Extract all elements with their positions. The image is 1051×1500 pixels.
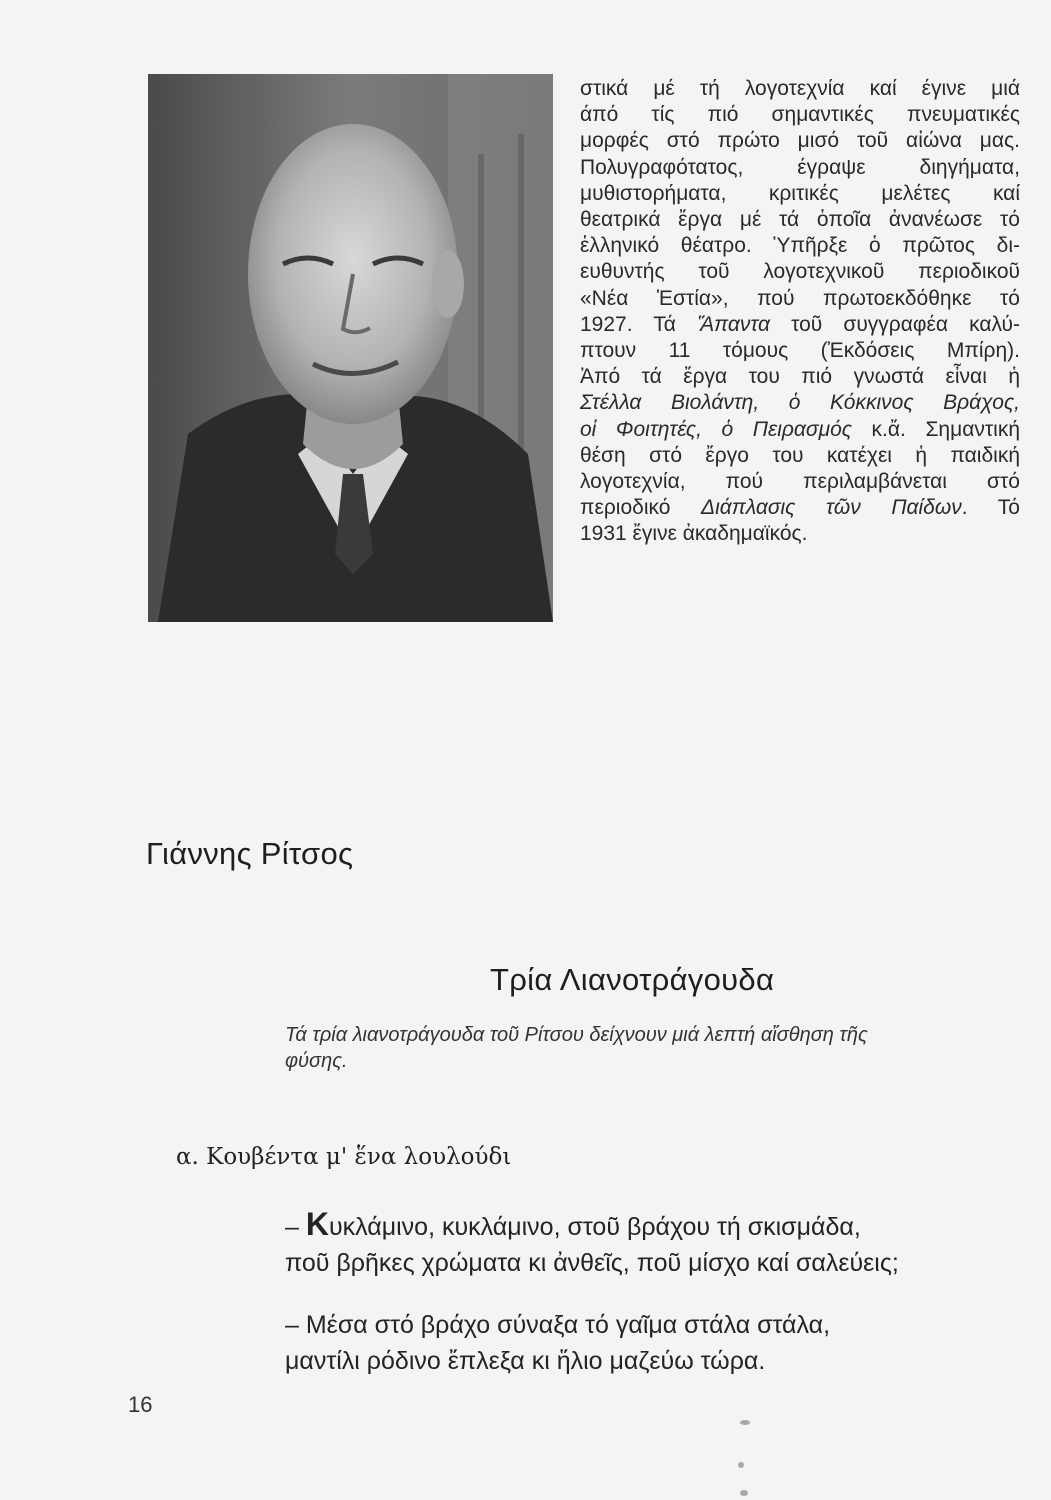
dialogue-dash: – <box>285 1213 306 1241</box>
bio-text: τοῦ συγγραφέα καλύ- <box>769 312 1020 336</box>
bio-line <box>580 390 1020 416</box>
bio-text: άπό τίς πιό σημαντικές πνευματικές <box>580 103 1020 127</box>
stanza <box>285 1206 1005 1281</box>
bio-text: λογοτεχνία, πού περιλαμβάνεται στό <box>580 470 1020 494</box>
bio-line <box>580 521 1020 547</box>
stanza <box>285 1307 1005 1379</box>
bio-line <box>580 443 1020 469</box>
verse-text: – Μέσα στό βράχο σύναξα τό γαῖμα στάλα στάλα, <box>285 1311 831 1339</box>
author-name: Γιάννης Ρίτσος <box>146 836 354 871</box>
page-number: 16 <box>128 1392 153 1417</box>
bio-text: ἑλληνικό θέατρο. Ὑπῆρξε ὁ πρῶτος δι- <box>580 234 1020 258</box>
bio-line <box>580 469 1020 495</box>
poem-verses <box>285 1206 1005 1405</box>
bio-text: . Τό <box>961 496 1020 520</box>
ink-speck <box>740 1420 750 1425</box>
verse-line <box>285 1307 1005 1343</box>
verse-line <box>285 1245 1005 1281</box>
verse-line <box>285 1206 1005 1245</box>
bio-text: ευθυντής τοῦ λογοτεχνικοῦ περιοδικοῦ <box>580 260 1020 284</box>
bio-text: 1927. Τά <box>580 312 698 336</box>
bio-text: κ.ἄ. Σημαντική <box>851 417 1020 441</box>
bio-text: θεατρικά ἔργα μέ τά ὁποῖα ἀνανέωσε τό <box>580 208 1020 232</box>
bio-line <box>580 233 1020 259</box>
bio-line <box>580 495 1020 521</box>
portrait-image <box>148 74 553 622</box>
bio-text: περιοδικό <box>580 496 702 520</box>
bio-line <box>580 102 1020 128</box>
bio-line <box>580 207 1020 233</box>
bio-text: Πολυγραφότατος, έγραψε διηγήματα, <box>580 155 1020 179</box>
bio-line <box>580 181 1020 207</box>
bio-italic-text: Στέλλα Βιολάντη, ὁ Κόκκινος Βράχος, <box>580 391 1020 415</box>
bio-text: πτουν 11 τόμους (Ἐκδόσεις Μπίρη). <box>580 339 1020 363</box>
bio-text: θέση στό ἔργο του κατέχει ἡ παιδική <box>580 443 1020 467</box>
bio-line <box>580 417 1020 443</box>
ink-speck <box>738 1462 744 1468</box>
section-heading: α. Κουβέντα μ' ἕνα λουλούδι <box>176 1144 512 1170</box>
biography-text <box>580 76 1020 548</box>
verse-text: υκλάμινο, κυκλάμινο, στοῦ βράχου τή σκισμάδα, <box>328 1213 861 1241</box>
bio-text: στικά μέ τή λογοτεχνία καί έγινε μιά <box>580 77 1020 100</box>
verse-text: μαντίλι ρόδινο ἔπλεξα κι ἥλιο μαζεύω τώρα. <box>285 1347 766 1375</box>
bio-italic-text: Διάπλασις τῶν Παίδων <box>701 496 962 520</box>
verse-line <box>285 1343 1005 1379</box>
bio-line <box>580 338 1020 364</box>
bio-italic-text: οἱ Φοιτητές, ὁ Πειρασμός <box>580 417 852 441</box>
poem-title: Τρία Λιανοτράγουδα <box>490 962 775 997</box>
bio-text: «Νέα Ἑστία», πού πρωτοεκδόθηκε τό <box>580 286 1020 310</box>
bio-line <box>580 128 1020 154</box>
bio-line <box>580 76 1020 102</box>
bio-text: μυθιστορήματα, κριτικές μελέτες καί <box>580 181 1020 205</box>
bio-line <box>580 259 1020 285</box>
bio-line <box>580 364 1020 390</box>
bio-line <box>580 312 1020 338</box>
intro-line: Τά τρία λιανοτράγουδα τοῦ Ρίτσου δείχνουν μιά λεπτή αἴσθηση τῆς <box>285 1024 868 1046</box>
bio-text: μορφές στό πρώτο μισό τοῦ αἰώνα μας. <box>580 129 1020 153</box>
bio-italic-text: Ἅπαντα <box>697 312 770 336</box>
intro-line: φύσης. <box>285 1050 348 1072</box>
bio-line <box>580 155 1020 181</box>
author-portrait-photo <box>148 74 553 622</box>
verse-text: ποῦ βρῆκες χρώματα κι ἀνθεῖς, ποῦ μίσχο καί σαλεύεις; <box>285 1249 899 1277</box>
ink-speck <box>740 1490 748 1496</box>
poem-introduction <box>285 1022 1005 1074</box>
bio-text: Ἀπό τά ἔργα του πιό γνωστά εἶναι ἡ <box>580 365 1020 389</box>
bio-text: 1931 ἔγινε ἀκαδημαϊκός. <box>580 522 808 546</box>
bio-line <box>580 286 1020 312</box>
drop-cap: Κ <box>305 1206 329 1242</box>
